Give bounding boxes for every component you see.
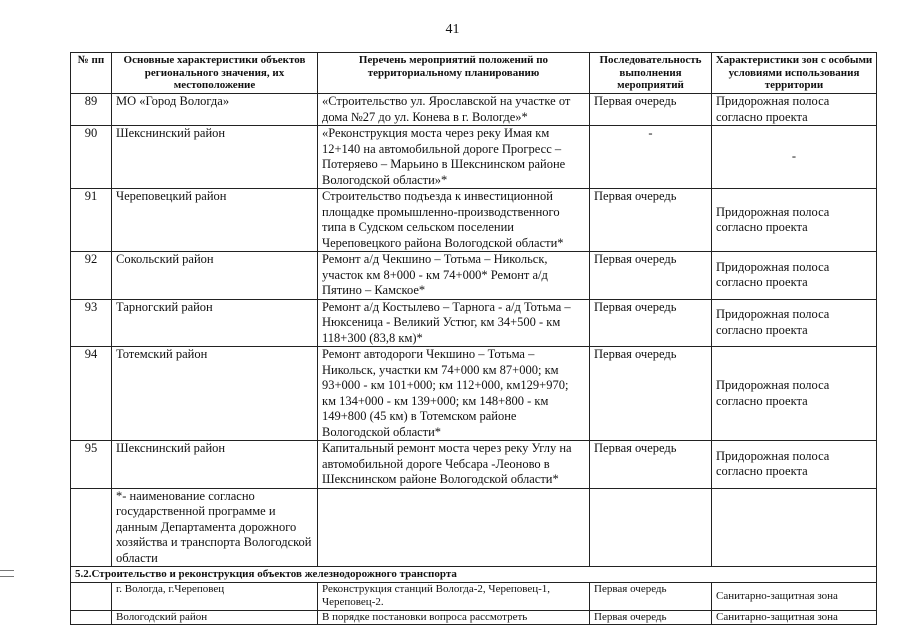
row-sequence: Первая очередь	[590, 252, 712, 300]
header-zones: Характеристики зон с особыми условиями использования территории	[712, 53, 877, 94]
table-row	[71, 441, 877, 489]
row-sequence: Первая очередь	[590, 441, 712, 489]
row-sequence: Первая очередь	[590, 611, 712, 625]
row-sequence: Первая очередь	[590, 94, 712, 126]
header-objects: Основные характеристики объектов регионального значения, их местоположение	[112, 53, 318, 94]
table-header-row	[71, 53, 877, 94]
row-zone: -	[712, 126, 877, 189]
row-measure: Ремонт а/д Чекшино – Тотьма – Никольск, участок км 8+000 - км 74+000* Ремонт а/д Пятино – Камское*	[318, 252, 590, 300]
row-measure: Капитальный ремонт моста через реку Углу на автомобильной дороге Чебсара -Леоново в Шекснинском районе Вологодской области*	[318, 441, 590, 489]
table-row	[71, 299, 877, 347]
row-location: МО «Город Вологда»	[112, 94, 318, 126]
section-title: 5.2.Строительство и реконструкция объектов железнодорожного транспорта	[71, 567, 877, 583]
header-measures: Перечень мероприятий положений по территориальному планированию	[318, 53, 590, 94]
page-number: 41	[445, 22, 460, 37]
row-zone: Санитарно-защитная зона	[712, 583, 877, 611]
section-header-row	[71, 567, 877, 583]
row-number: 89	[71, 94, 112, 126]
table-row	[71, 583, 877, 611]
row-sequence: Первая очередь	[590, 583, 712, 611]
row-zone: Придорожная полоса согласно проекта	[712, 94, 877, 126]
row-number: 95	[71, 441, 112, 489]
row-number: 90	[71, 126, 112, 189]
margin-mark	[0, 570, 14, 571]
row-zone: Санитарно-защитная зона	[712, 611, 877, 625]
row-measure: Реконструкция станций Вологда-2, Череповец-1, Череповец-2.	[318, 583, 590, 611]
row-measure: Ремонт а/д Костылево – Тарнога - а/д Тотьма – Нюксеница - Великий Устюг, км 34+500 - км 118+300 (83,8 км)*	[318, 299, 590, 347]
row-zone: Придорожная полоса согласно проекта	[712, 299, 877, 347]
row-zone: Придорожная полоса согласно проекта	[712, 189, 877, 252]
row-number: 94	[71, 347, 112, 441]
row-location: Череповецкий район	[112, 189, 318, 252]
row-location: Тотемский район	[112, 347, 318, 441]
row-number: 92	[71, 252, 112, 300]
row-location: Вологодский район	[112, 611, 318, 625]
row-measure: Строительство подъезда к инвестиционной площадке промышленно-производственного типа в Судском сельском поселении Череповецкого района Вологодской области*	[318, 189, 590, 252]
margin-mark	[0, 576, 14, 577]
row-measure: Ремонт автодороги Чекшино – Тотьма – Никольск, участки км 74+000 км 87+000; км 93+000 - км 101+000; км 112+000, км129+970; км 134+000 - км 139+000; км 148+800 - км 149+800 (45 км) в Тотемском районе Вологодской области*	[318, 347, 590, 441]
table-row	[71, 189, 877, 252]
footnote-row	[71, 488, 877, 567]
row-location: Тарногский район	[112, 299, 318, 347]
row-sequence: Первая очередь	[590, 299, 712, 347]
row-measure: В порядке постановки вопроса рассмотреть	[318, 611, 590, 625]
row-measure: «Строительство ул. Ярославской на участке от дома №27 до ул. Конева в г. Вологде»*	[318, 94, 590, 126]
row-number: 93	[71, 299, 112, 347]
table-row	[71, 252, 877, 300]
table-row	[71, 347, 877, 441]
table-row	[71, 126, 877, 189]
row-sequence: Первая очередь	[590, 189, 712, 252]
row-number: 91	[71, 189, 112, 252]
row-location: Шекснинский район	[112, 126, 318, 189]
row-sequence: Первая очередь	[590, 347, 712, 441]
row-measure: «Реконструкция моста через реку Имая км 12+140 на автомобильной дороге Прогресс – Потеряево – Марьино в Шекснинском районе Вологодской области»*	[318, 126, 590, 189]
row-location: Шекснинский район	[112, 441, 318, 489]
table-row	[71, 94, 877, 126]
row-location: Сокольский район	[112, 252, 318, 300]
row-location: г. Вологда, г.Череповец	[112, 583, 318, 611]
regional-objects-table	[70, 52, 877, 625]
header-sequence: Последовательность выполнения мероприятий	[590, 53, 712, 94]
footnote-text: *- наименование согласно государственной программе и данным Департамента дорожного хозяйства и транспорта Вологодской области	[112, 488, 318, 567]
row-zone: Придорожная полоса согласно проекта	[712, 441, 877, 489]
row-zone: Придорожная полоса согласно проекта	[712, 347, 877, 441]
table-row	[71, 611, 877, 625]
row-sequence: -	[590, 126, 712, 189]
header-num: № пп	[71, 53, 112, 94]
row-zone: Придорожная полоса согласно проекта	[712, 252, 877, 300]
